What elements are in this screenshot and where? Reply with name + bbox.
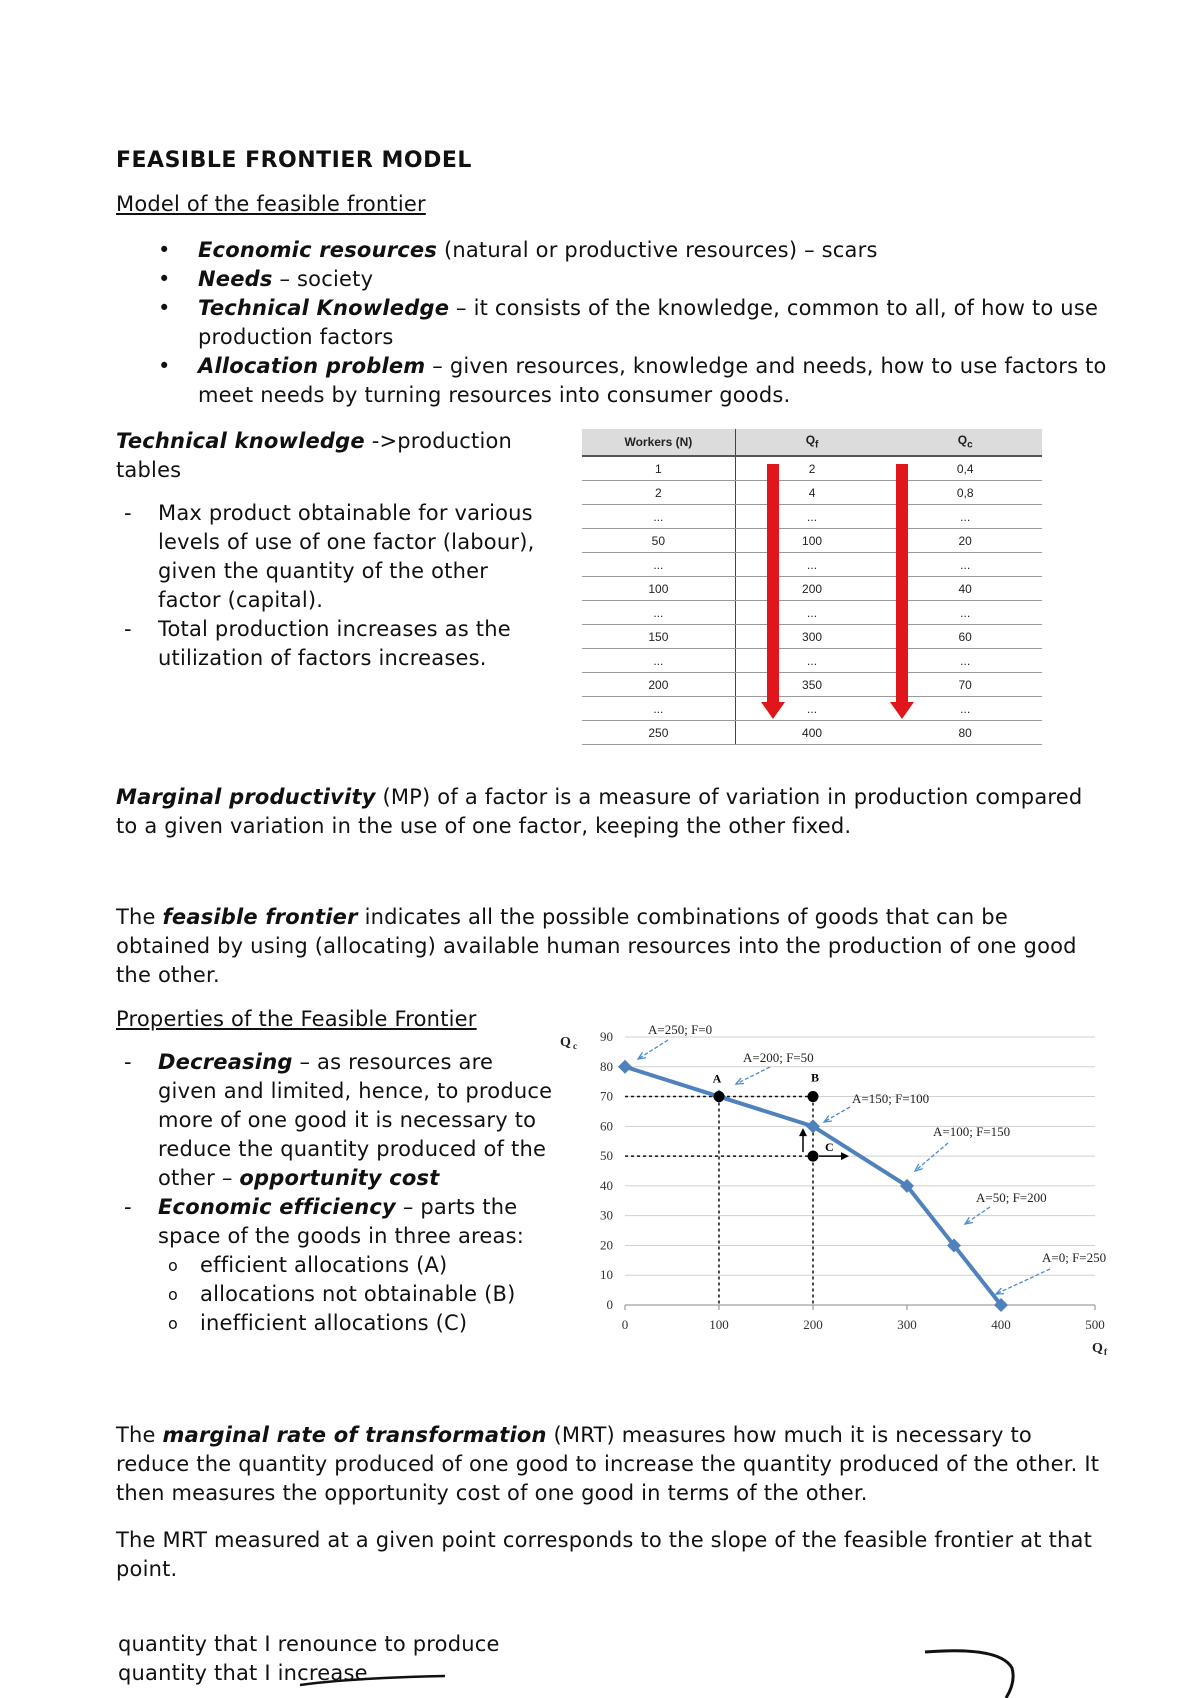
table-row: ... ... ...: [582, 505, 1042, 529]
table-row: ... ... ...: [582, 601, 1042, 625]
table-row: 250 400 80: [582, 721, 1042, 745]
fraction-numerator: quantity that I renounce to produce: [118, 1632, 500, 1656]
annotation-label: A=50; F=200: [976, 1190, 1047, 1205]
table-row: 200 350 70: [582, 673, 1042, 697]
table-row: 100 200 40: [582, 577, 1042, 601]
y-tick-label: 30: [600, 1207, 613, 1223]
header-qf: $Q_f$: [735, 429, 888, 456]
x-tick-label: 400: [991, 1317, 1011, 1332]
tech-knowledge-block: [116, 427, 556, 673]
annotation-pointer: [915, 1143, 948, 1171]
table-row: 150 300 60: [582, 625, 1042, 649]
table-row: 50 100 20: [582, 529, 1042, 553]
properties-block: [116, 1005, 556, 1338]
properties-heading: Properties of the Feasible Frontier: [116, 1007, 477, 1031]
x-tick-label: 100: [709, 1317, 729, 1332]
definition: – it consists of the knowledge, common to all, of how to use production factors: [198, 296, 1099, 349]
y-tick-label: 0: [606, 1297, 613, 1312]
table-row: 2 4 0,8: [582, 481, 1042, 505]
allocation-point-b: [808, 1091, 819, 1102]
bullet-economic-resources: [116, 236, 1116, 265]
y-axis-label-sub: c: [573, 1041, 577, 1051]
annotation-label: A=250; F=0: [648, 1022, 713, 1037]
bullet-technical-knowledge: [116, 294, 1116, 352]
x-tick-label: 500: [1085, 1317, 1105, 1332]
x-tick-label: 300: [897, 1317, 917, 1332]
annotation-arrowhead-icon: [824, 1116, 832, 1122]
right-arrow-head-icon: [841, 1152, 849, 1160]
x-axis-label: Q: [1092, 1341, 1103, 1356]
annotation-arrowhead-icon: [996, 1288, 1004, 1294]
table-row: ... ... ...: [582, 697, 1042, 721]
allocation-point-c: [808, 1151, 819, 1162]
bullet-needs: [116, 265, 1116, 294]
annotation-pointer: [824, 1107, 850, 1122]
term: Allocation problem: [198, 354, 426, 378]
list-item: o inefficient allocations (C): [158, 1309, 556, 1338]
allocation-point-a: [714, 1091, 725, 1102]
definition: indicates all the possible combinations of goods that can be obtained by using (allocating) available human resources into the production of one good the other.: [116, 905, 1077, 987]
frontier-point: [618, 1060, 632, 1074]
mrt-slope-paragraph: The MRT measured at a given point corresponds to the slope of the feasible frontier at that point.: [116, 1528, 1093, 1581]
annotation-pointer: [638, 1040, 668, 1059]
list-item: o efficient allocations (A): [158, 1251, 556, 1280]
term: Needs: [198, 267, 273, 291]
y-tick-label: 90: [600, 1029, 613, 1044]
bullet-allocation-problem: [116, 352, 1116, 410]
annotation-label: A=100; F=150: [933, 1124, 1011, 1139]
table-row: ... ... ...: [582, 553, 1042, 577]
x-tick-label: 200: [803, 1317, 823, 1332]
y-tick-label: 70: [600, 1088, 613, 1104]
y-tick-label: 20: [600, 1237, 613, 1253]
term: Marginal productivity: [116, 785, 376, 809]
definition: – society: [272, 267, 374, 291]
y-tick-label: 40: [600, 1177, 613, 1193]
y-tick-label: 80: [600, 1058, 613, 1074]
property-efficiency: - Economic efficiency – parts the space of the goods in three areas: o efficient allocations (A) o allocations not obtainable (B) o inefficient allocations (C): [116, 1193, 556, 1338]
definition: – given resources, knowledge and needs, how to use factors to meet needs by turning resources into consumer goods.: [198, 354, 1107, 407]
annotation-label: A=150; F=100: [852, 1091, 930, 1106]
annotation-label: A=200; F=50: [743, 1050, 814, 1065]
feasible-frontier-chart: [540, 1015, 1120, 1375]
feasible-frontier-paragraph: The feasible frontier indicates all the possible combinations of goods that can be obtained by using (allocating) available human resources into the production of one good the other.: [116, 905, 1077, 987]
point-label-b: B: [810, 1070, 820, 1085]
tech-knowledge-title: [116, 427, 556, 485]
point-label-a: A: [712, 1071, 722, 1086]
production-arrows: [582, 429, 1042, 739]
up-arrow-head-icon: [799, 1128, 807, 1136]
definition: ->production tables: [116, 429, 513, 482]
down-arrow-icon: [761, 464, 785, 719]
production-table-wrap: [582, 429, 1042, 745]
property-decreasing: - Decreasing – as resources are given and limited, hence, to produce more of one good it is necessary to reduce the quantity produced of the other – opportunity cost: [116, 1048, 556, 1193]
term: Technical knowledge: [116, 429, 365, 453]
marginal-productivity-paragraph: [116, 783, 1106, 841]
fraction-denominator: quantity that I increase: [118, 1661, 368, 1685]
definition: (MRT) measures how much it is necessary to reduce the quantity produced of one good to increase the quantity produced of the other. It then measures the opportunity cost of one good in terms of the other.: [116, 1423, 1100, 1505]
table-row: ... ... ...: [582, 649, 1042, 673]
properties-list: [116, 1048, 556, 1338]
y-tick-label: 50: [600, 1148, 613, 1164]
y-tick-label: 10: [600, 1267, 613, 1283]
handwritten-strokes: [0, 1640, 1200, 1698]
model-heading: Model of the feasible frontier: [116, 192, 426, 216]
model-bullet-list: [116, 236, 1116, 410]
header-qc: $Q_c$: [888, 429, 1042, 456]
efficiency-areas: [158, 1251, 556, 1338]
list-item: - Total production increases as the utilization of factors increases.: [116, 615, 556, 673]
x-tick-label: 0: [621, 1317, 629, 1332]
annotation-arrowhead-icon: [638, 1052, 646, 1059]
term: feasible frontier: [162, 905, 358, 929]
point-label-c: C: [825, 1140, 834, 1155]
down-arrow-icon: [890, 464, 914, 719]
annotation-pointer: [996, 1269, 1050, 1294]
term: Technical Knowledge: [198, 296, 450, 320]
list-item: - Max product obtainable for various levels of use of one factor (labour), given the quantity of the other factor (capital).: [116, 499, 556, 615]
definition: (natural or productive resources) – scars: [437, 238, 878, 262]
header-workers: Workers (N): [582, 429, 735, 456]
mrt-paragraph: The marginal rate of transformation (MRT) measures how much it is necessary to reduce the quantity produced of one good to increase the quantity produced of the other. It then measures the opportunity cost of one good in terms of the other.: [116, 1423, 1100, 1505]
annotation-pointer: [736, 1067, 770, 1084]
page-title: FEASIBLE FRONTIER MODEL: [116, 148, 472, 173]
x-axis-label-sub: f: [1104, 1347, 1107, 1357]
term: marginal rate of transformation: [162, 1423, 547, 1447]
y-tick-label: 60: [600, 1118, 613, 1134]
y-axis-label: Q: [560, 1035, 571, 1050]
definition: (MP) of a factor is a measure of variation in production compared to a given variation in the use of one factor, keeping the other fixed.: [116, 785, 1083, 838]
table-row: 1 2 0,4: [582, 456, 1042, 481]
annotation-label: A=0; F=250: [1042, 1250, 1107, 1265]
list-item: o allocations not obtainable (B): [158, 1280, 556, 1309]
tech-knowledge-points: [116, 499, 556, 673]
term: Economic resources: [198, 238, 438, 262]
